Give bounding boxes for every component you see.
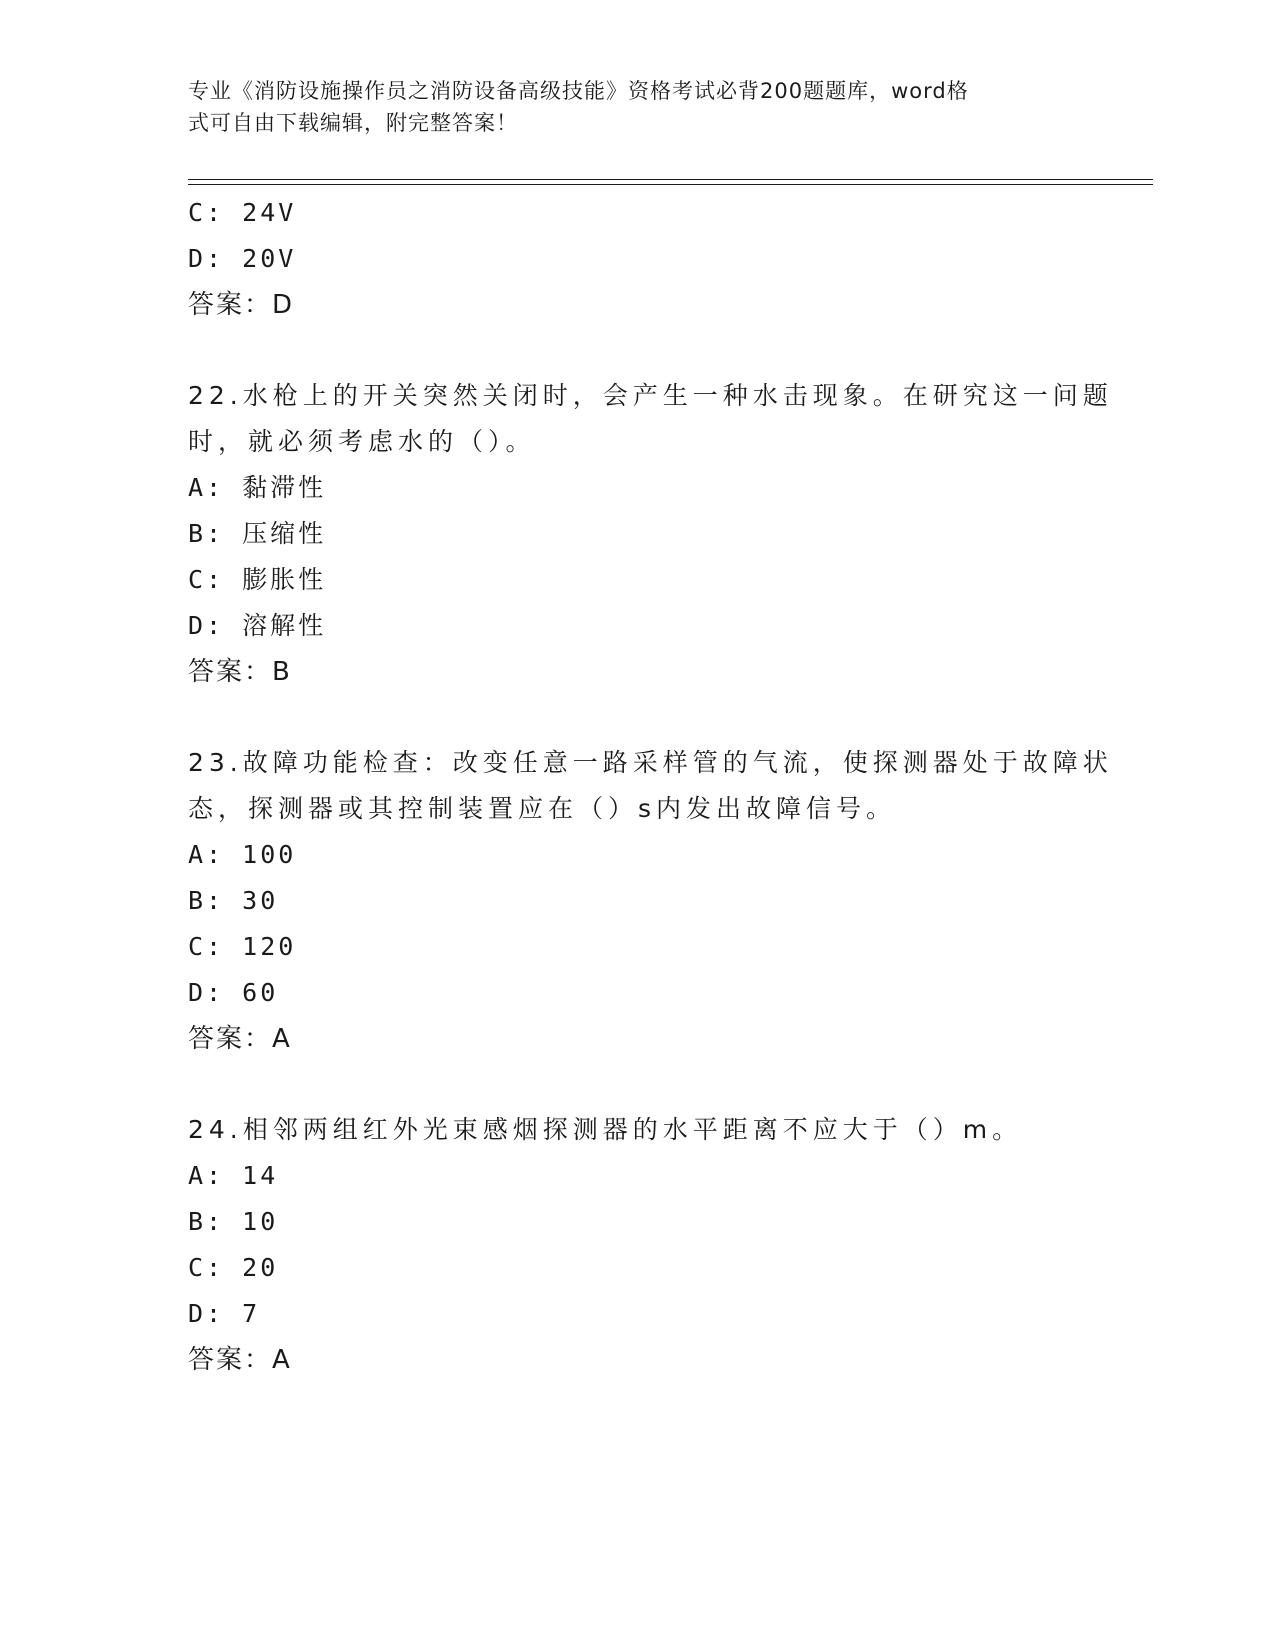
option-a: A: 14 [188,1161,279,1190]
option-d: D: 60 [188,978,279,1007]
option-c: C: 120 [188,932,297,961]
answer-line: 答案：A [188,1345,292,1375]
answer-line: 答案：D [188,290,295,320]
option-b: B: 压缩性 [188,519,327,548]
option-b: B: 10 [188,1207,279,1236]
option-c: C: 膨胀性 [188,565,327,594]
option-d: D: 7 [188,1299,261,1328]
option-c: C: 24V [188,198,297,227]
question-text-line-1: 23.故障功能检查：改变任意一路采样管的气流，使探测器处于故障状 [188,748,1113,777]
option-d: D: 溶解性 [188,611,327,640]
document-header [188,75,1068,139]
option-d: D: 20V [188,244,297,273]
question-list [188,190,1113,1383]
answer-line: 答案：A [188,1024,292,1054]
question-23 [188,740,1113,1062]
question-text-line-2: 时，就必须考虑水的（）。 [188,427,536,456]
header-divider-bottom [188,184,1153,185]
answer-line: 答案：B [188,657,292,687]
option-a: A: 黏滞性 [188,473,327,502]
question-text-line-1: 22.水枪上的开关突然关闭时，会产生一种水击现象。在研究这一问题 [188,381,1113,410]
question-24 [188,1107,1088,1383]
option-a: A: 100 [188,840,297,869]
option-b: B: 30 [188,886,279,915]
question-21-continuation [188,190,1088,328]
header-line-2: 式可自由下载编辑，附完整答案！ [188,111,518,135]
question-text-line-2: 态，探测器或其控制装置应在（）s内发出故障信号。 [188,794,897,823]
question-text-line-1: 24.相邻两组红外光束感烟探测器的水平距离不应大于（）m。 [188,1115,1023,1144]
question-22 [188,373,1113,695]
option-c: C: 20 [188,1253,279,1282]
header-divider-top [188,179,1153,180]
header-line-1: 专业《消防设施操作员之消防设备高级技能》资格考试必背200题题库，word格 [188,79,969,103]
